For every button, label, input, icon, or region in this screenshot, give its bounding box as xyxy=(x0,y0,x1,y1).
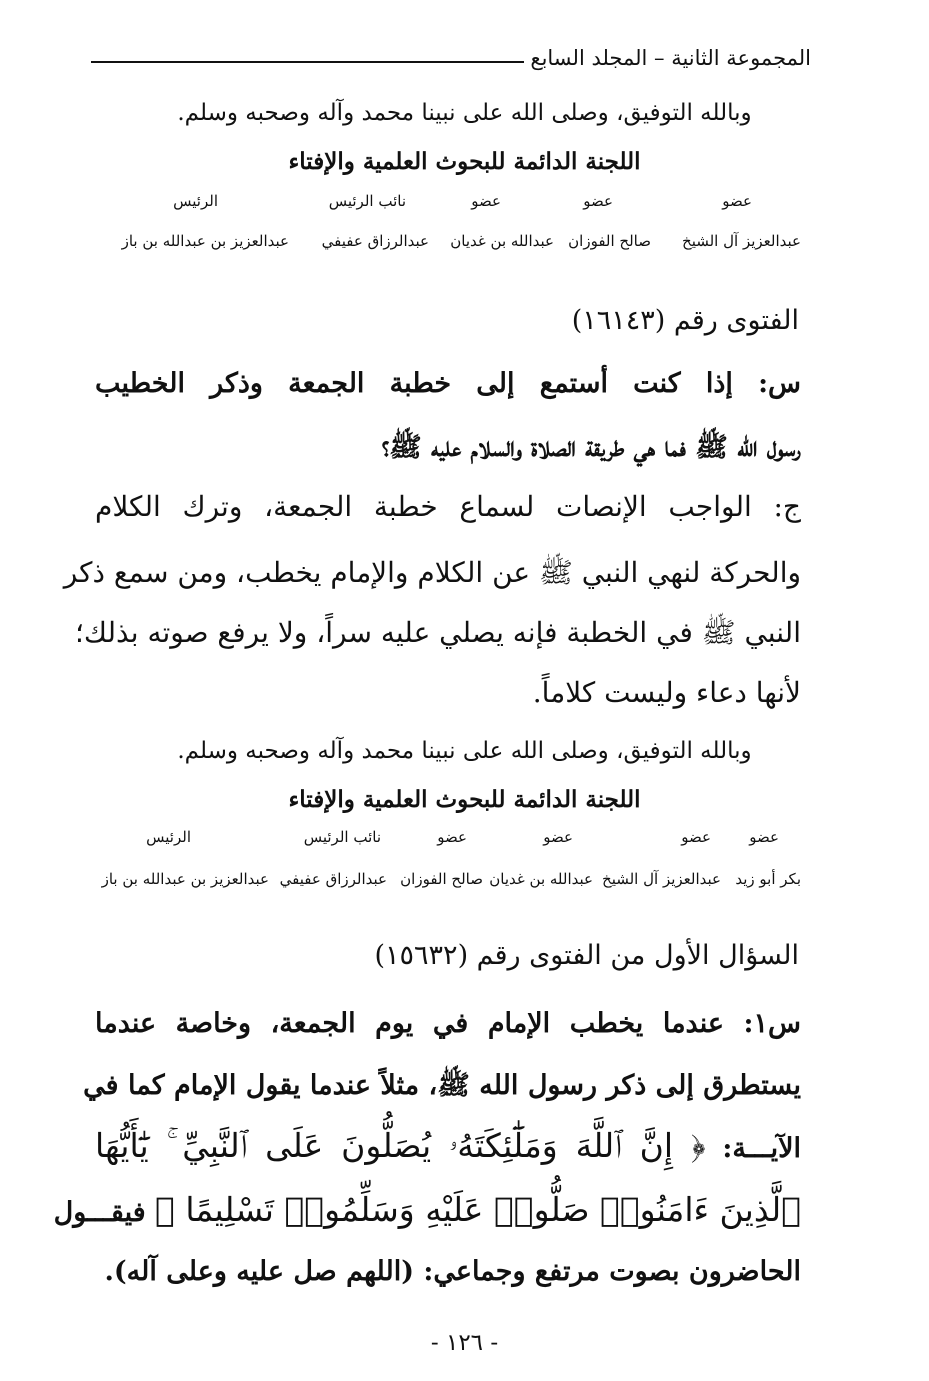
verse-suffix: فيقـــول xyxy=(53,1197,156,1228)
question-line: س: إذا كنت أستمع إلى خطبة الجمعة وذكر الخطيب xyxy=(95,368,801,399)
answer-line: لأنها دعاء وليست كلاماً. xyxy=(532,676,801,709)
page-number: - ١٢٦ - xyxy=(430,1330,499,1356)
signatory-title: عضو xyxy=(583,192,613,210)
signatory-title: نائب الرئيس xyxy=(328,192,406,210)
signatory-name: صالح الفوزان xyxy=(400,870,483,888)
signatory-title: عضو xyxy=(722,192,752,210)
signatory-title: عضو xyxy=(437,828,467,846)
closing-line: وبالله التوفيق، وصلى الله على نبينا محمد وآله وصحبه وسلم. xyxy=(177,738,752,764)
signatory-title: نائب الرئيس xyxy=(303,828,381,846)
signatory-title: عضو xyxy=(471,192,501,210)
signatory-name: عبدالرزاق عفيفي xyxy=(279,870,387,888)
committee-name: اللجنة الدائمة للبحوث العلمية والإفتاء xyxy=(288,148,641,175)
answer-line: ج: الواجب الإنصات لسماع خطبة الجمعة، وترك الكلام xyxy=(95,490,801,523)
verse-line xyxy=(95,1126,801,1166)
signatory-name: عبدالعزيز بن عبدالله بن باز xyxy=(121,232,289,250)
signatory-title: الرئيس xyxy=(146,828,191,846)
running-header xyxy=(91,40,811,76)
question-line: س١: عندما يخطب الإمام في يوم الجمعة، وخاصة عندما xyxy=(95,1008,801,1039)
signatory-title: عضو xyxy=(543,828,573,846)
signatory-name: عبدالله بن غديان xyxy=(489,870,593,888)
signatory-name: عبدالعزيز آل الشيخ xyxy=(682,232,801,250)
header-rule xyxy=(91,61,524,63)
signatory-name: عبدالله بن غديان xyxy=(450,232,554,250)
fatwa-number: الفتوى رقم (١٦١٤٣) xyxy=(571,305,799,336)
signatory-name: صالح الفوزان xyxy=(568,232,651,250)
committee-name: اللجنة الدائمة للبحوث العلمية والإفتاء xyxy=(288,786,641,813)
signatory-name: بكر أبو زيد xyxy=(735,870,801,888)
signatory-name: عبدالرزاق عفيفي xyxy=(321,232,429,250)
fatwa-number: السؤال الأول من الفتوى رقم (١٥٦٣٢) xyxy=(374,940,799,971)
verse-prefix: الآيـــة: xyxy=(705,1133,801,1164)
verse-line xyxy=(53,1190,801,1229)
signatory-name: عبدالعزيز آل الشيخ xyxy=(602,870,721,888)
header-title: المجموعة الثانية – المجلد السابع xyxy=(530,46,811,70)
signatory-title: عضو xyxy=(681,828,711,846)
quran-verse: ﴿ إِنَّ ٱللَّهَ وَمَلَٰٓئِكَتَهُۥ يُصَلُّونَ عَلَى ٱلنَّبِيِّ ۚ يَٰٓأَيُّهَا xyxy=(95,1126,706,1165)
signatory-title: عضو xyxy=(749,828,779,846)
question-line: رسول الله ﷺ فما هي طريقة الصلاة والسلام عليه ﷺ؟ xyxy=(381,432,801,463)
question-line: يستطرق إلى ذكر رسول الله ﷺ، مثلاً عندما يقول الإمام كما في xyxy=(83,1070,801,1101)
answer-line: النبي ﷺ في الخطبة فإنه يصلي عليه سراً، ولا يرفع صوته بذلك؛ xyxy=(75,616,801,649)
signatory-name: عبدالعزيز بن عبدالله بن باز xyxy=(101,870,269,888)
signatory-title: الرئيس xyxy=(173,192,218,210)
closing-line: وبالله التوفيق، وصلى الله على نبينا محمد وآله وصحبه وسلم. xyxy=(177,100,752,126)
answer-line: والحركة لنهي النبي ﷺ عن الكلام والإمام يخطب، ومن سمع ذكر xyxy=(63,556,801,589)
question-line: الحاضرون بصوت مرتفع وجماعي: (اللهم صل عليه وعلى آله). xyxy=(104,1256,801,1287)
quran-verse: ٱلَّذِينَ ءَامَنُوا۟ صَلُّوا۟ عَلَيْهِ وَسَلِّمُوا۟ تَسْلِيمًا ﴾ xyxy=(155,1190,801,1229)
